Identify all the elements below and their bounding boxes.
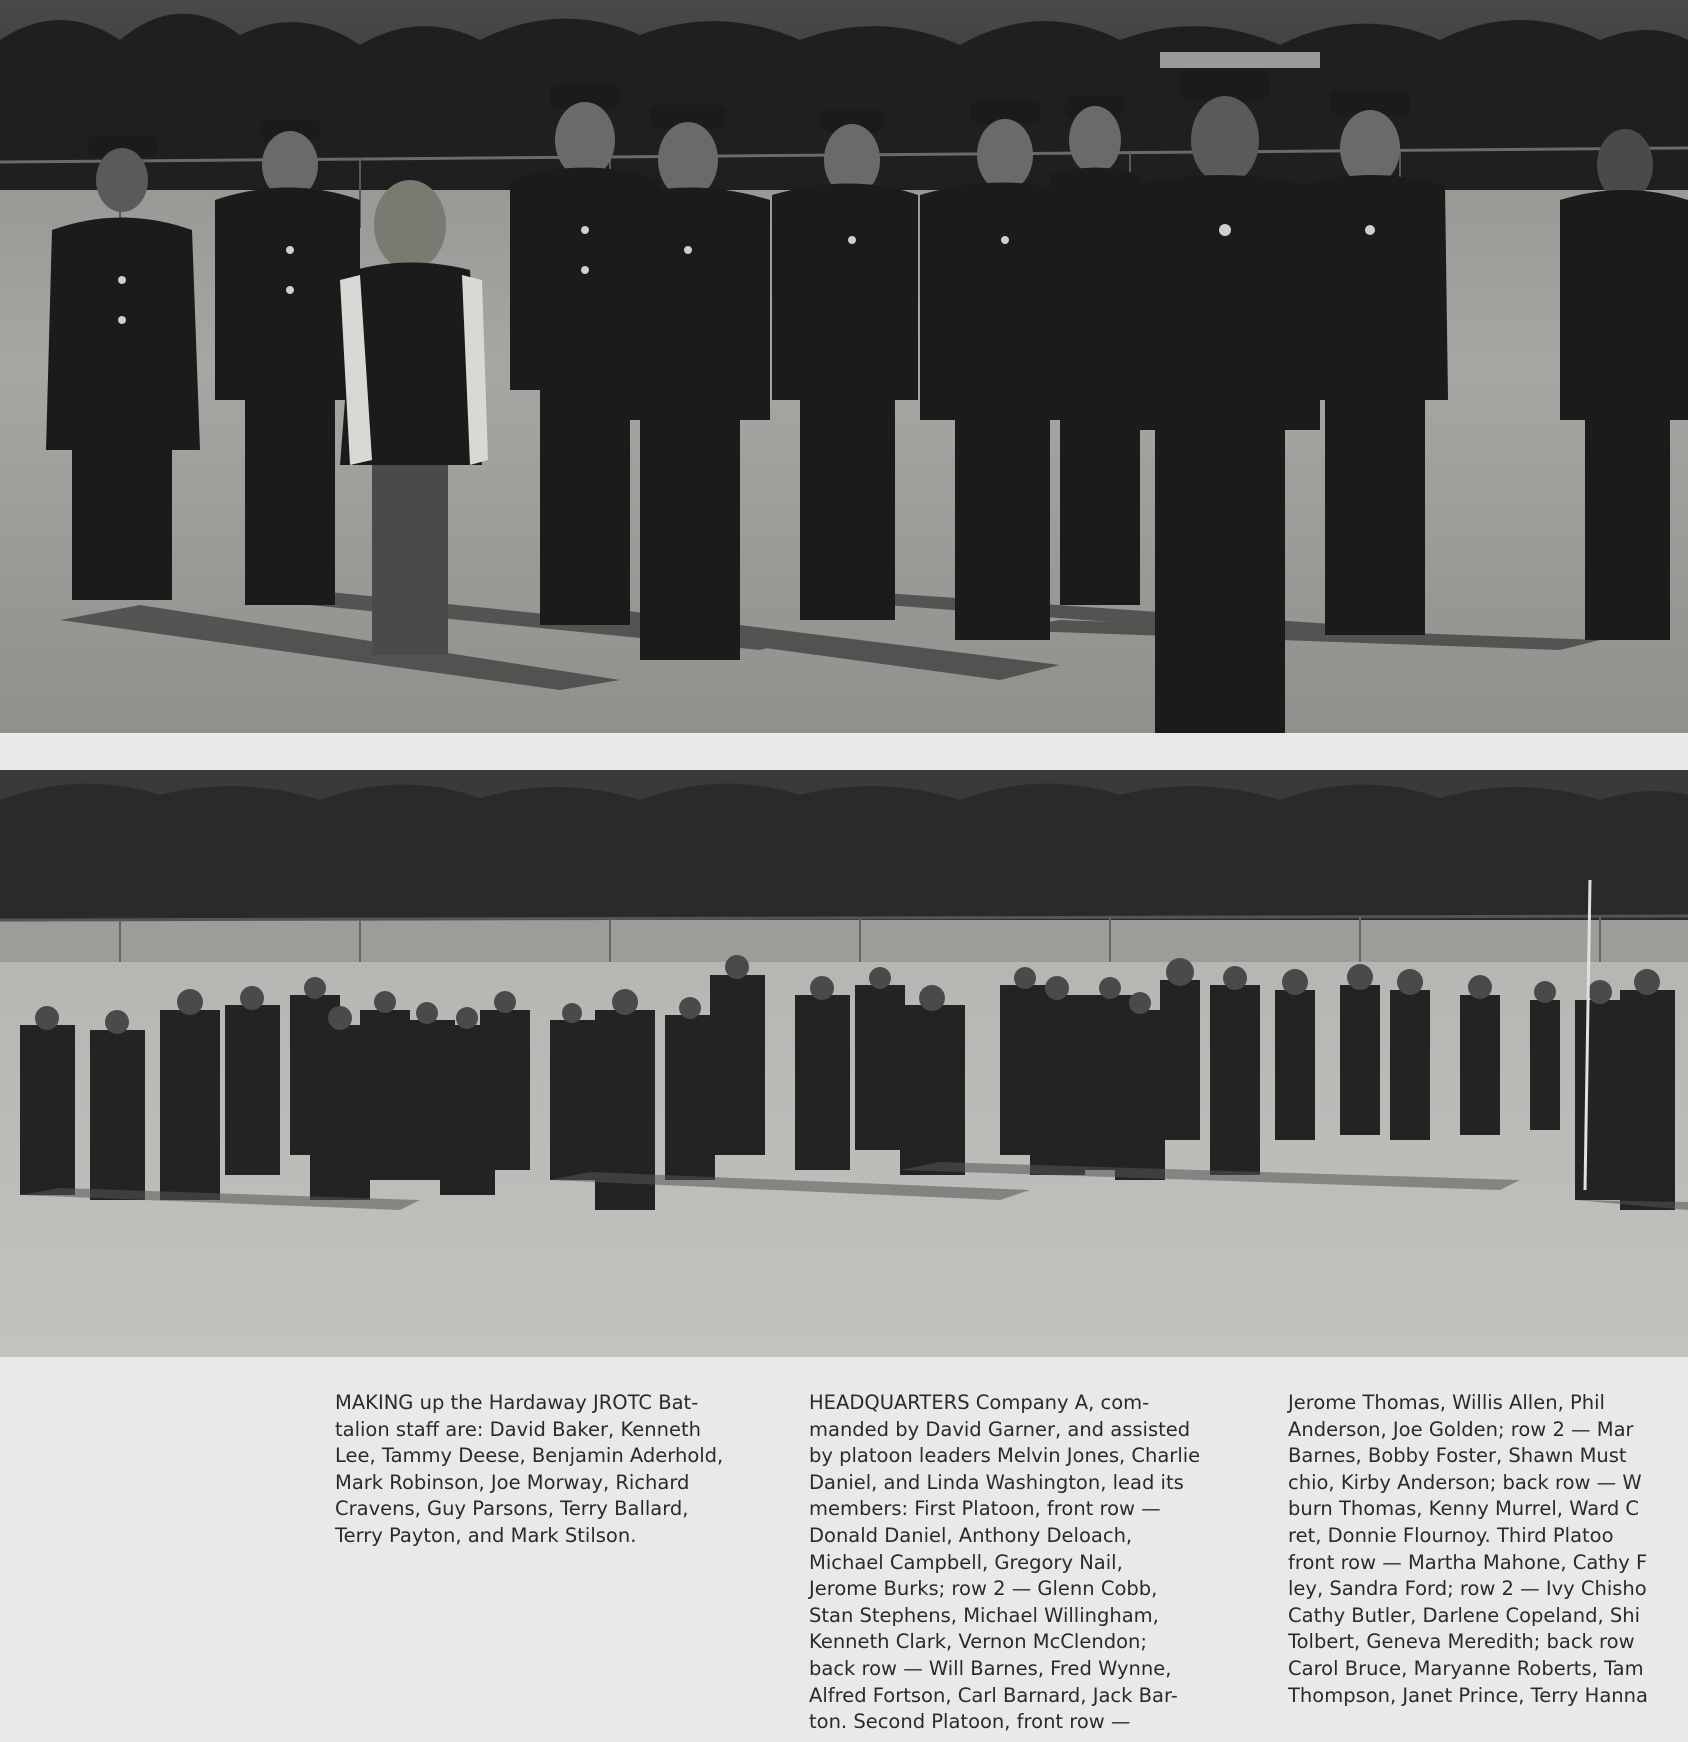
caption-line: burn Thomas, Kenny Murrel, Ward C [1288,1497,1640,1521]
caption-line: front row — Martha Mahone, Cathy F [1288,1550,1648,1574]
caption-line: MAKING up the Hardaway JROTC Bat- [335,1391,699,1414]
caption-line: Alfred Fortson, Carl Barnard, Jack Bar- [809,1683,1178,1707]
caption-line: HEADQUARTERS Company A, com- [809,1391,1150,1414]
caption-line: Anderson, Joe Golden; row 2 — Mar [1288,1417,1634,1441]
caption-line: ton. Second Platoon, front row — [809,1710,1131,1734]
caption-line: Daniel, and Linda Washington, lead its [809,1470,1184,1494]
caption-line: chio, Kirby Anderson; back row — W [1288,1470,1642,1494]
caption-line: Thompson, Janet Prince, Terry Hanna [1288,1683,1648,1707]
caption-line: talion staff are: David Baker, Kenneth [335,1417,701,1441]
caption-line: Donald Daniel, Anthony Deloach, [809,1523,1133,1547]
caption-line: members: First Platoon, front row — [809,1497,1161,1521]
caption-line: Carol Bruce, Maryanne Roberts, Tam [1288,1656,1644,1680]
caption-line: Mark Robinson, Joe Morway, Richard [335,1470,690,1494]
caption-line: Stan Stephens, Michael Willingham, [809,1603,1159,1627]
caption-line: Terry Payton, and Mark Stilson. [335,1523,637,1547]
caption-line: Jerome Burks; row 2 — Glenn Cobb, [809,1577,1158,1601]
caption-platoons-continued [1288,1390,1688,1709]
battalion-staff-photo [0,0,1688,733]
caption-line: Barnes, Bobby Foster, Shawn Must [1288,1444,1627,1468]
caption-headquarters-company [809,1390,1249,1736]
caption-line: Lee, Tammy Deese, Benjamin Aderhold, [335,1444,724,1468]
caption-line: ley, Sandra Ford; row 2 — Ivy Chisho [1288,1577,1647,1601]
caption-line: Cravens, Guy Parsons, Terry Ballard, [335,1497,689,1521]
caption-line: manded by David Garner, and assisted [809,1417,1191,1441]
company-formation-photo-image [0,770,1688,1357]
caption-line: Michael Campbell, Gregory Nail, [809,1550,1123,1574]
caption-battalion-staff [335,1390,772,1550]
caption-line: Kenneth Clark, Vernon McClendon; [809,1630,1147,1654]
battalion-staff-photo-image [0,0,1688,733]
caption-line: by platoon leaders Melvin Jones, Charlie [809,1444,1201,1468]
caption-line: back row — Will Barnes, Fred Wynne, [809,1656,1172,1680]
caption-line: Tolbert, Geneva Meredith; back row [1288,1630,1635,1654]
caption-line: ret, Donnie Flournoy. Third Platoo [1288,1523,1614,1547]
caption-line: Jerome Thomas, Willis Allen, Phil [1288,1391,1605,1414]
company-formation-photo [0,770,1688,1357]
caption-line: Cathy Butler, Darlene Copeland, Shi [1288,1603,1641,1627]
